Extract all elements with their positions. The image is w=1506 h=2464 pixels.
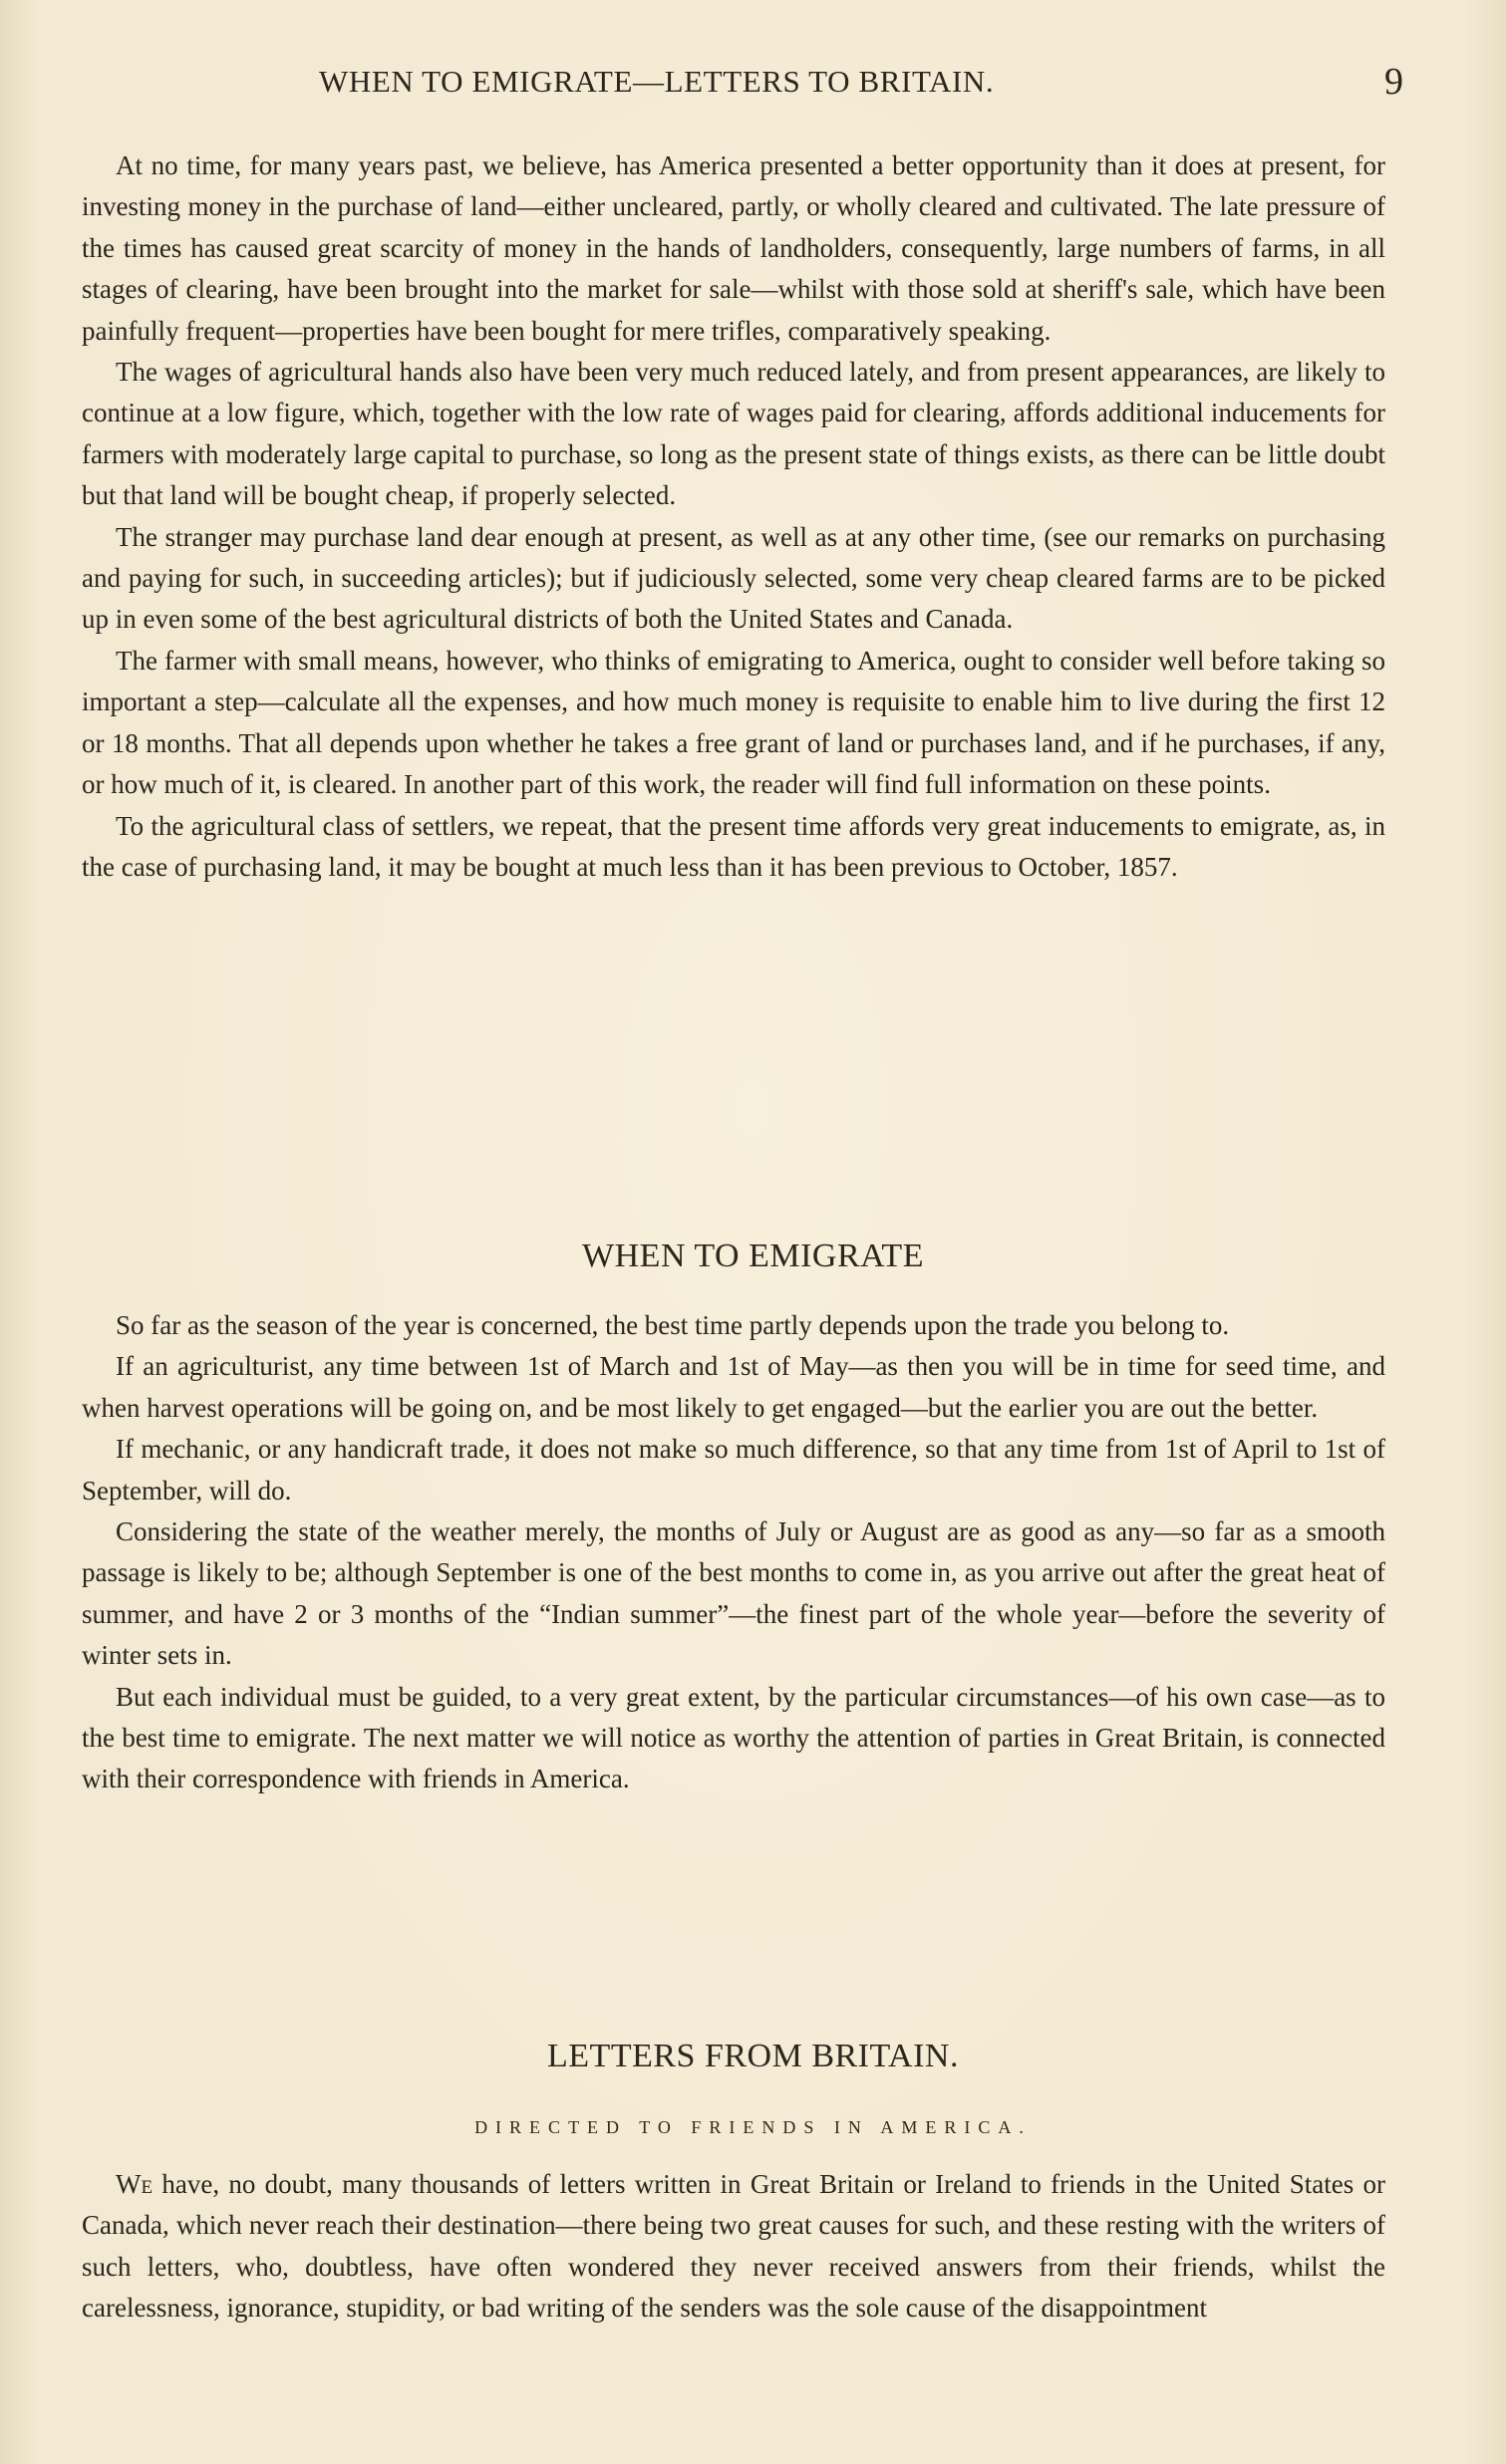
section-heading-letters-from-britain: LETTERS FROM BRITAIN. (547, 2038, 959, 2074)
paragraph-individual-guidance: But each individual must be guided, to a very great extent, by the particular circumstances—of his own case—as to the best time to emigrate. The next matter we will notice as worthy the attention of parties in Great Britain, is connected with their correspondence with friends in America. (82, 1681, 1385, 1794)
paragraph-agriculturist: If an agriculturist, any time between 1st of March and 1st of May—as then you will be in time for seed time, and when harvest operations will be going on, and be most likely to get engaged—but the earlier you are out the better. (82, 1351, 1385, 1423)
running-head (80, 61, 1403, 114)
paragraph-weather: Considering the state of the weather merely, the months of July or August are as good as any—so far as a smooth passage is likely to be; although September is one of the best months to come in, as you arrive out after the great heat of summer, and have 2 or 3 months of the “Indian summer”—the finest part of the whole year—before the severity of winter sets in. (82, 1516, 1385, 1671)
section-land-purchase-text (82, 145, 1385, 888)
paragraph-letters (82, 2164, 1385, 2329)
paragraph-letters-body: have, no doubt, many thousands of letters written in Great Britain or Ireland to friends in the United States or Canada, which never reach their destination—there being two great causes for such, and these resting with the writers of such letters, who, doubtless, have often wondered they never received answers from their friends, whilst the carelessness, ignorance, stupidity, or bad writing of the senders was the sole cause of the disappointment (82, 2169, 1385, 2324)
section-subheading-friends-in-america: DIRECTED TO FRIENDS IN AMERICA. (474, 2117, 1032, 2137)
paragraph-season: So far as the season of the year is concerned, the best time partly depends upon the trade you belong to. (116, 1310, 1230, 1340)
running-title: WHEN TO EMIGRATE—LETTERS TO BRITAIN. (319, 64, 995, 99)
lead-word: We (116, 2169, 153, 2199)
section-letters-text (82, 2164, 1385, 2329)
paragraph-agricultural-class: To the agricultural class of settlers, we repeat, that the present time affords very great inducements to emigrate, as, in the case of purchasing land, it may be bought at much less than it has been previous to October, 1857. (82, 810, 1385, 882)
section-heading-when-to-emigrate: WHEN TO EMIGRATE (582, 1237, 924, 1274)
paragraph-opportunity: At no time, for many years past, we believe, has America presented a better opportunity than it does at present, for investing money in the purchase of land—either uncleared, partly, or wholly cleared and cultivated. The late pressure of the times has caused great scarcity of money in the hands of landholders, consequently, large numbers of farms, in all stages of clearing, have been brought into the market for sale—whilst with those sold at sheriff's sale, which have been painfully frequent—properties have been bought for mere trifles, comparatively speaking. (82, 150, 1385, 346)
paragraph-mechanic: If mechanic, or any handicraft trade, it does not make so much difference, so that any time from 1st of April to 1st of September, will do. (82, 1434, 1385, 1506)
page-number: 9 (1384, 61, 1403, 103)
section-when-to-emigrate-text (82, 1305, 1385, 1800)
paragraph-wages: The wages of agricultural hands also have been very much reduced lately, and from present appearances, are likely to continue at a low figure, which, together with the low rate of wages paid for clearing, affords additional inducements for farmers with moderately large capital to purchase, so long as the present state of things exists, as there can be little doubt but that land will be bought cheap, if properly selected. (82, 357, 1385, 511)
paragraph-small-means: The farmer with small means, however, who thinks of emigrating to America, ought to consider well before taking so important a step—calculate all the expenses, and how much money is requisite to enable him to live during the first 12 or 18 months. That all depends upon whether he takes a free grant of land or purchases land, and if he purchases, if any, or how much of it, is cleared. In another part of this work, the reader will find full information on these points. (82, 645, 1385, 800)
paragraph-stranger: The stranger may purchase land dear enough at present, as well as at any other time, (see our remarks on purchasing and paying for such, in succeeding articles); but if judiciously selected, some very cheap cleared farms are to be picked up in even some of the best agricultural districts of both the United States and Canada. (82, 521, 1385, 635)
